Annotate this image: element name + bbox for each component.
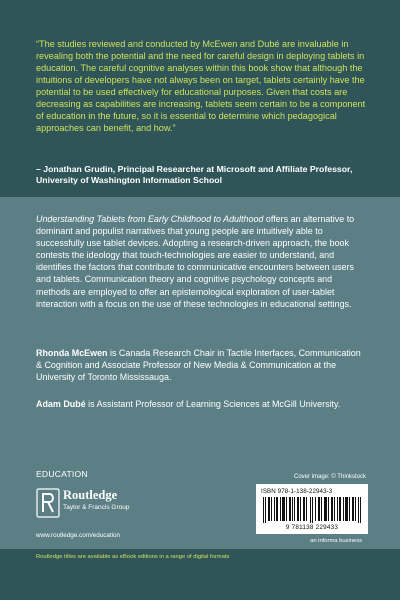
author-bio-text-1: is Canada Research Chair in Tactile Interfaces, Communication & Cognition and Associate Professor of New Media & Communication at the University of Toronto Mississauga. — [36, 348, 361, 383]
subject-category: EDUCATION — [36, 469, 88, 479]
barcode-icon — [261, 497, 363, 523]
ebook-note: Routledge titles are available as eBook editions in a range of digital formats — [36, 554, 230, 560]
book-description-text: offers an alternative to dominant and populist narratives that young people are intuitively able to successfully use tablet devices. Adopting a research-driven approach, the book contests the ideology that touch-technologies are easier to understand, and identifies the factors that contribute to communicative encounters between users and tablets. Communication theory and cognitive psychology concepts and methods are employed to offer an epistemological exploration of user-tablet interaction with a focus on the use of these technologies in educational settings. — [36, 214, 355, 309]
publisher-name: Routledge — [63, 488, 118, 502]
publisher-website: www.routledge.com/education — [36, 532, 121, 539]
quote-attribution: – Jonathan Grudin, Principal Researcher at Microsoft and Affiliate Professor, University of Washington Information School — [36, 164, 353, 186]
author-bio-1 — [36, 347, 366, 383]
author-bio-text-2: is Assistant Professor of Learning Sciences at McGill University. — [85, 399, 341, 409]
informa-credit: an informa business — [310, 538, 362, 544]
barcode-digits: 9 781138 229433 — [285, 524, 339, 531]
publisher-subtitle: Taylor & Francis Group — [63, 504, 130, 511]
praise-quote: “The studies reviewed and conducted by McEwen and Dubé are invaluable in revealing both the potential and the need for careful design in deploying tablets in education. The careful cognitive analyses within this book show that although the intuitions of developers have not always been on target, tablets certainly have the potential to be used effectively for educational purposes. Given that costs are decreasing as capabilities are increasing, tablets seem certain to be a component of education in the future, so it is essential to determine which pedagogical approaches can benefit, and how.” — [36, 39, 366, 133]
author-name-2: Adam Dubé — [36, 399, 86, 409]
routledge-logo-icon — [36, 488, 60, 518]
book-title-inline: Understanding Tablets from Early Childhood to Adulthood — [36, 214, 264, 224]
book-description — [36, 213, 366, 310]
author-bio-2 — [36, 398, 366, 410]
cover-image-credit: Cover image: © Thinkstock — [293, 474, 366, 480]
publisher-logo — [36, 486, 186, 526]
barcode-card — [256, 484, 368, 534]
isbn-label: ISBN 978-1-138-22943-3 — [261, 488, 333, 495]
author-name-1: Rhonda McEwen — [36, 348, 108, 358]
